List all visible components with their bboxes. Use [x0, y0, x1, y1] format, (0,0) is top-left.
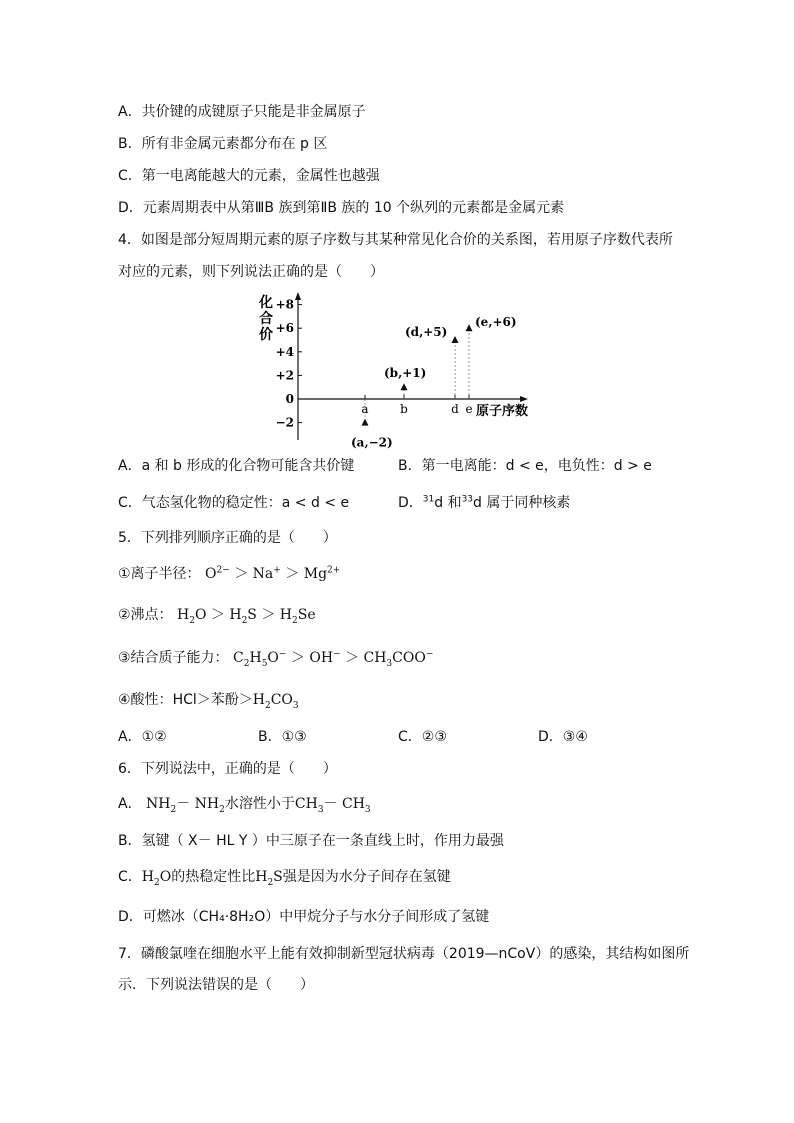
- q5-item-1: [118, 564, 340, 584]
- q5-item-4-formula: $H_2CO_3$: [252, 692, 299, 711]
- data-point-b: [401, 383, 408, 390]
- x-tick-label: a: [361, 402, 369, 416]
- q5-item-2-formula: $H_2O > H_2S > H_2Se$: [177, 607, 316, 626]
- q5-option-c: C．②③: [398, 729, 447, 745]
- mass-number-33: 33: [461, 494, 474, 505]
- h2s-formula: $H_2S$: [255, 869, 283, 888]
- data-point-a: [362, 419, 369, 426]
- q4-stem-line2: 对应的元素，则下列说法正确的是（ ）: [118, 264, 384, 280]
- q4-option-c: C．气态氢化物的稳定性：a < d < e: [118, 495, 350, 511]
- data-label-a: (a,−2): [351, 435, 393, 450]
- q5-option-b: B．①③: [258, 729, 307, 745]
- q3-option-b: B．所有非金属元素都分布在 p 区: [118, 136, 328, 152]
- q5-item-1-formula: $O^{2-} > Na^+ > Mg^{2+}$: [205, 565, 341, 582]
- water-formula: $H_2O$: [141, 869, 172, 888]
- data-label-e: (e,+6): [475, 315, 517, 330]
- q3-option-c: C．第一电离能越大的元素，金属性也越强: [118, 168, 380, 184]
- y-axis-arrow: [295, 292, 301, 300]
- q6-option-c-prefix: C．: [118, 869, 142, 885]
- q6-option-a-mid: 水溶性小于: [224, 796, 295, 812]
- y-tick-label: +4: [275, 344, 294, 359]
- q5-option-a: A．①②: [118, 729, 167, 745]
- q4-option-b: B．第一电离能：d < e，电负性：d > e: [398, 458, 652, 474]
- q5-item-4: [118, 690, 299, 710]
- q3-option-d: D．元素周期表中从第ⅢB 族到第ⅡB 族的 10 个纵列的元素都是金属元素: [118, 200, 565, 216]
- q3-option-a: A．共价键的成键原子只能是非金属原子: [118, 104, 366, 120]
- q5-item-3-label: ③结合质子能力：: [118, 650, 229, 666]
- y-axis-title-char: 合: [259, 311, 273, 327]
- q6-option-c-mid: 的热稳定性比: [171, 869, 256, 885]
- x-axis-title: 原子序数: [476, 404, 529, 419]
- q5-item-4-label: ④酸性：: [118, 692, 173, 708]
- ch-part-1: CH: [294, 796, 318, 812]
- ethane-formula: $CH_3- CH_3$: [294, 796, 371, 815]
- q7-stem-line1: 7．磷酸氯喹在细胞水平上能有效抑制新型冠状病毒（2019—nCoV）的感染，其结构如图所: [118, 946, 690, 962]
- hydrazine-formula: $NH_2- NH_2$: [146, 796, 225, 815]
- q5-item-3: [118, 648, 433, 668]
- q4-option-d-mid: d 和: [434, 495, 462, 511]
- q5-item-4-mid: HCl＞苯酚＞: [172, 692, 253, 708]
- data-label-d: (d,+5): [405, 325, 448, 339]
- q6-option-b: B．氢键（ X－ HL Y ）中三原子在一条直线上时，作用力最强: [118, 833, 504, 849]
- nh-part-1: NH: [146, 796, 171, 812]
- q4-option-d-prefix: D．: [398, 495, 423, 511]
- ch-part-2: － CH: [323, 796, 365, 812]
- x-axis-arrow: [520, 396, 528, 402]
- x-tick-label: b: [400, 402, 408, 416]
- q5-item-2: [118, 605, 316, 625]
- q5-item-2-label: ②沸点：: [118, 607, 173, 623]
- q7-stem-line2: 示．下列说法错误的是（ ）: [118, 977, 314, 993]
- data-label-b: (b,+1): [384, 366, 427, 381]
- y-axis-title-char: 化: [259, 295, 273, 311]
- data-point-d: [452, 336, 459, 343]
- q4-option-d-post: d 属于同种核素: [473, 495, 571, 511]
- q6-option-a: [118, 794, 371, 814]
- q5-item-1-label: ①离子半径：: [118, 566, 201, 582]
- q5-option-d: D．③④: [538, 729, 588, 745]
- nh-part-2: － NH: [176, 796, 220, 812]
- x-tick-label: d: [451, 402, 459, 416]
- y-tick-label: +6: [275, 321, 294, 336]
- y-tick-label: +8: [275, 297, 294, 312]
- valence-chart: [250, 290, 550, 450]
- y-tick-label: 0: [285, 392, 294, 406]
- q6-option-a-prefix: A．: [118, 796, 142, 812]
- q6-option-c: [118, 867, 451, 887]
- q4-option-a: A．a 和 b 形成的化合物可能含共价键: [118, 458, 355, 474]
- q4-stem-line1: 4．如图是部分短周期元素的原子序数与其某种常见化合价的关系图，若用原子序数代表所: [118, 232, 673, 248]
- y-tick-label: −2: [275, 415, 294, 430]
- data-point-e: [466, 324, 473, 331]
- mass-number-31: 31: [422, 494, 435, 505]
- q5-item-3-formula: $C_2H_5O^- > OH^- > CH_3COO^-$: [233, 649, 434, 669]
- q6-option-c-post: 强是因为水分子间存在氢键: [282, 869, 451, 885]
- q6-stem: 6．下列说法中，正确的是（ ）: [118, 761, 337, 777]
- x-tick-label: e: [465, 402, 473, 416]
- q4-option-d: [398, 493, 570, 513]
- q6-option-d: D．可燃冰（CH₄·8H₂O）中甲烷分子与水分子间形成了氢键: [118, 909, 490, 925]
- y-tick-label: +2: [275, 368, 294, 383]
- q5-stem: 5．下列排列顺序正确的是（ ）: [118, 530, 337, 546]
- y-axis-title-char: 价: [259, 327, 273, 343]
